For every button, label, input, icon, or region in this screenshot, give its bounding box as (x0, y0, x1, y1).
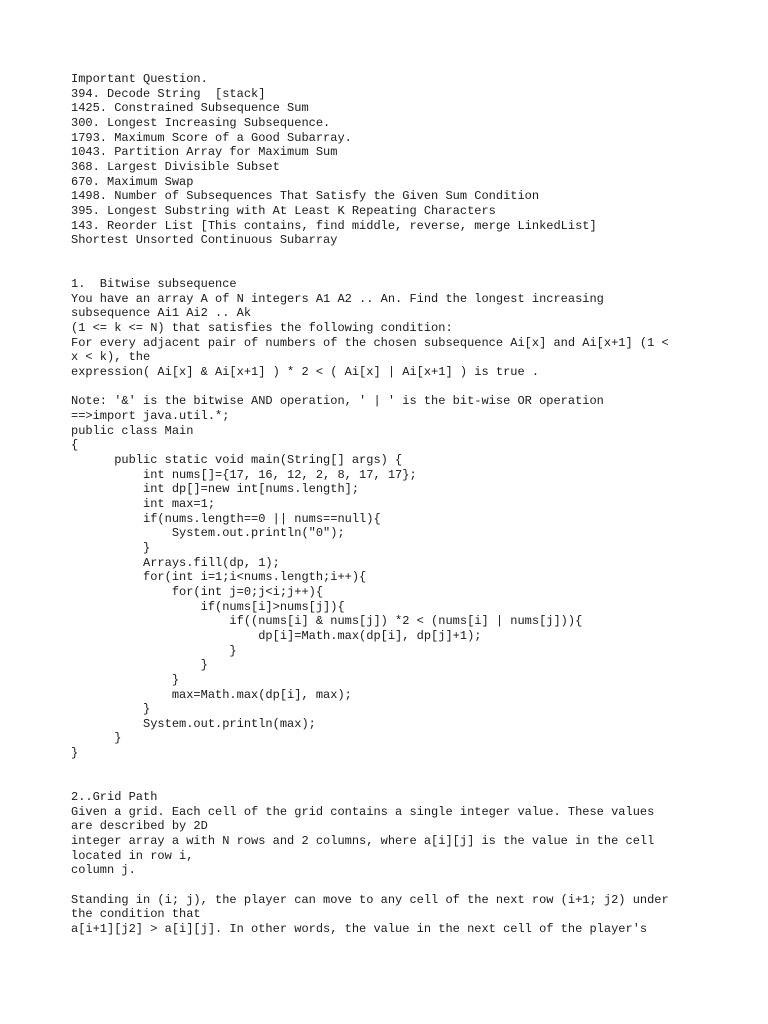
document-page (71, 72, 711, 937)
text-line (71, 878, 711, 893)
text-line: 1498. Number of Subsequences That Satisfy the Given Sum Condition (71, 189, 540, 204)
text-line: if(nums[i]>nums[j]){ (71, 599, 345, 614)
text-line: subsequence Ai1 Ai2 .. Ak (71, 306, 252, 321)
text-line: } (71, 643, 237, 658)
text-line: for(int j=0;j<i;j++){ (71, 584, 324, 599)
text-line: a[i+1][j2] > a[i][j]. In other words, the value in the next cell of the player's (71, 921, 648, 936)
text-line: } (71, 672, 180, 687)
text-line (71, 380, 711, 395)
text-line: column j. (71, 863, 136, 878)
text-line (71, 263, 711, 278)
text-line: System.out.println(max); (71, 716, 316, 731)
text-line: } (71, 731, 122, 746)
text-line: For every adjacent pair of numbers of the chosen subsequence Ai[x] and Ai[x+1] (1 < (71, 335, 669, 350)
text-line: 1043. Partition Array for Maximum Sum (71, 145, 338, 160)
text-line: 368. Largest Divisible Subset (71, 159, 280, 174)
text-line: Important Question. (71, 72, 208, 86)
text-line: Standing in (i; j), the player can move to any cell of the next row (i+1; j2) under (71, 892, 669, 907)
text-line: { (71, 438, 79, 453)
text-line: x < k), the (71, 350, 151, 365)
text-line: 394. Decode String [stack] (71, 86, 266, 101)
text-line: 395. Longest Substring with At Least K Repeating Characters (71, 203, 496, 218)
text-line: located in row i, (71, 848, 194, 863)
text-line: int max=1; (71, 496, 216, 511)
text-line: ==>import java.util.*; (71, 409, 230, 424)
text-line: } (71, 702, 151, 717)
text-line: public class Main (71, 423, 194, 438)
text-line: expression( Ai[x] & Ai[x+1] ) * 2 < ( Ai[x] | Ai[x+1] ) is true . (71, 365, 540, 380)
text-line: } (71, 658, 208, 673)
document-text (71, 72, 711, 937)
text-line: if(nums.length==0 || nums==null){ (71, 511, 381, 526)
text-line: 1. Bitwise subsequence (71, 277, 237, 292)
text-line: 1793. Maximum Score of a Good Subarray. (71, 130, 352, 145)
text-line (71, 775, 711, 790)
text-line: 143. Reorder List [This contains, find middle, reverse, merge LinkedList] (71, 218, 597, 233)
text-line: System.out.println("0"); (71, 526, 345, 541)
text-line: int dp[]=new int[nums.length]; (71, 482, 360, 497)
text-line: public static void main(String[] args) { (71, 453, 403, 468)
text-line (71, 248, 711, 263)
text-line: for(int i=1;i<nums.length;i++){ (71, 570, 367, 585)
text-line: Note: '&' is the bitwise AND operation, ' | ' is the bit-wise OR operation (71, 394, 604, 409)
text-line: are described by 2D (71, 819, 208, 834)
text-line: 670. Maximum Swap (71, 174, 194, 189)
text-line: 2..Grid Path (71, 790, 158, 805)
text-line: max=Math.max(dp[i], max); (71, 687, 352, 702)
text-line (71, 761, 711, 776)
text-line: the condition that (71, 907, 201, 922)
text-line: 1425. Constrained Subsequence Sum (71, 101, 309, 116)
text-line: integer array a with N rows and 2 columns, where a[i][j] is the value in the cell (71, 834, 655, 849)
text-line: } (71, 540, 151, 555)
text-line: Arrays.fill(dp, 1); (71, 555, 280, 570)
text-line: if((nums[i] & nums[j]) *2 < (nums[i] | nums[j])){ (71, 614, 583, 629)
text-line: (1 <= k <= N) that satisfies the following condition: (71, 321, 453, 336)
text-line: } (71, 746, 79, 761)
text-line: Given a grid. Each cell of the grid contains a single integer value. These values (71, 804, 655, 819)
text-line: You have an array A of N integers A1 A2 .. An. Find the longest increasing (71, 291, 604, 306)
text-line: Shortest Unsorted Continuous Subarray (71, 233, 338, 248)
text-line: dp[i]=Math.max(dp[i], dp[j]+1); (71, 628, 482, 643)
text-line: int nums[]={17, 16, 12, 2, 8, 17, 17}; (71, 467, 417, 482)
text-line: 300. Longest Increasing Subsequence. (71, 115, 331, 130)
